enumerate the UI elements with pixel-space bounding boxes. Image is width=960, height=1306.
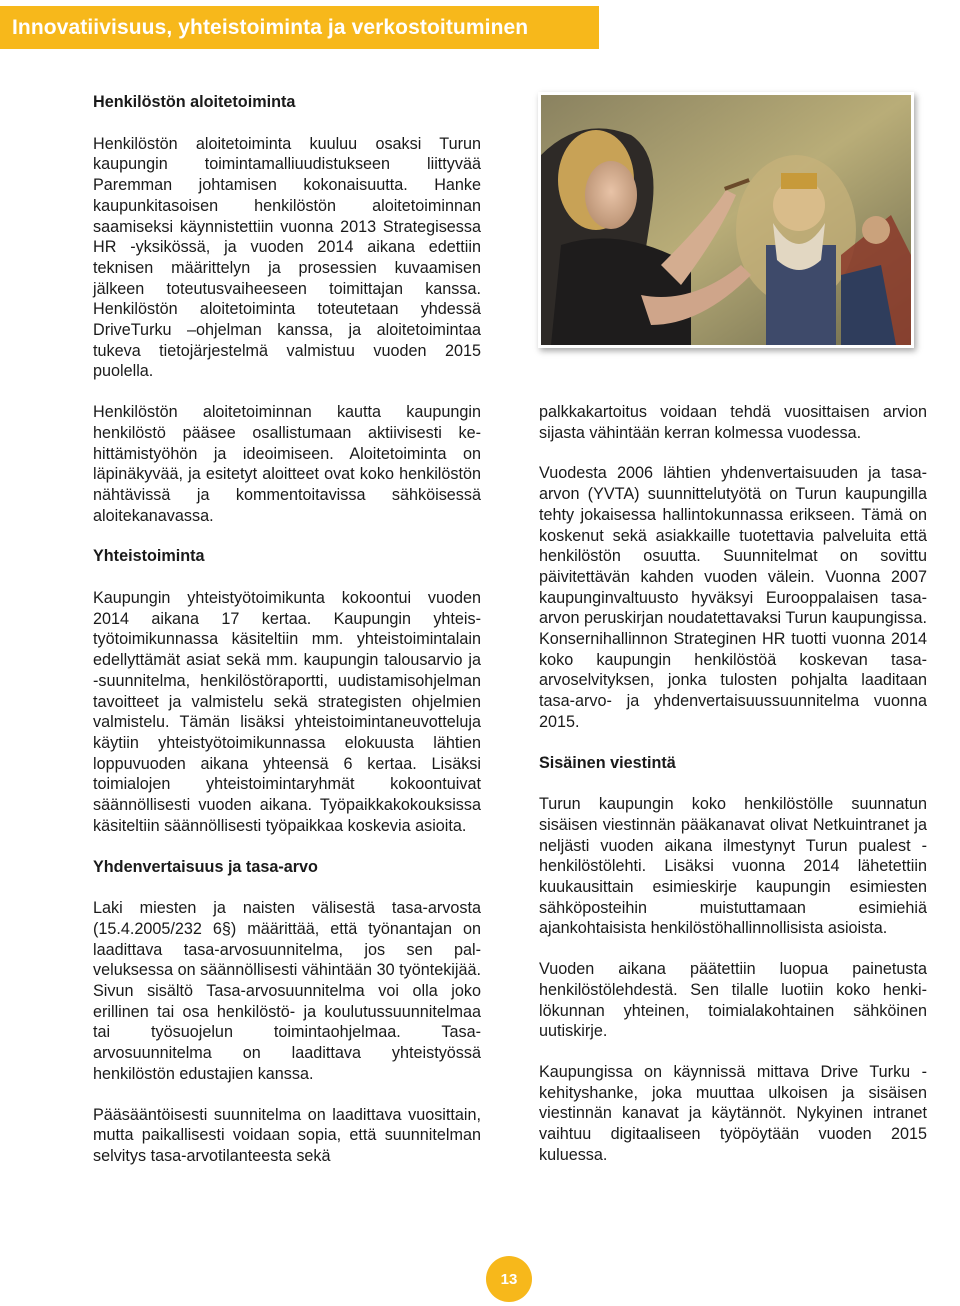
paragraph: Pääsääntöisesti suunnitelma on laadittava vuosittain, mutta paikallisesti voidaan sopia, että suunnitelman selvitys tasa-arvotilanteesta sekä	[93, 1105, 481, 1165]
paragraph: Turun kaupungin koko henkilöstölle suunnatun sisäisen viestinnän pääkanavat olivat Netkuintranet ja neljästi vuoden aikana ilmestynyt Turun pualest -henkilöstölehti. Lisäksi vuonna 2014 lähetettiin kuukausittain esimieskirje kaupungin esimiesten sähköposteihin muistuttamaan esimiehiä ajankohtaisista henkilöstöhallinnollisista asioista.	[539, 795, 927, 938]
photo	[538, 92, 914, 348]
paragraph: Kaupungin yhteistyötoimikunta kokoontui vuoden 2014 aikana 17 kertaa. Kaupungin yhteistyötoimikunnassa käsiteltiin mm. yhteistoimintalain edellyttämät asiat sekä mm. kaupungin talousarvio ja -suunnitelma, henkilöstöraportti, uudistamisohjelman tavoitteet ja valmistelu sekä strategisten ohjelmien valmistelu. Tämän lisäksi yhteistoimintaneuvotteluja käytiin yhteistyötoimikunnassa elokuusta lähtien loppuvuoden aikana yhteensä 6 kertaa. Lisäksi toimialojen yhteistoimintaryhmät kokoontuivat säännöllisesti vuoden aikana. Työpaikkakokouksissa käsiteltiin säännöllisesti työpaikkaa koskevia asioita.	[93, 589, 481, 835]
heading-yhdenvertaisuus: Yhdenvertaisuus ja tasa-arvo	[93, 857, 318, 876]
heading-sisainen-viestinta: Sisäinen viestintä	[539, 753, 676, 772]
heading-aloitetoiminta: Henkilöstön aloitetoiminta	[93, 93, 296, 111]
painting-restoration-image	[541, 95, 911, 345]
header-bar	[0, 6, 599, 49]
heading-yhteistoiminta: Yhteistoiminta	[93, 547, 205, 566]
page-number: 13	[486, 1256, 532, 1302]
right-column	[539, 402, 927, 1166]
page-title: Innovatiivisuus, yhteistoiminta ja verkostoituminen	[12, 15, 529, 39]
paragraph: Kaupungissa on käynnissä mittava Drive Turku -kehityshanke, joka muuttaa ulkoisen ja sisäisen viestinnän kanavat ja käytännöt. Nykyinen intranet vaihtuu digitaaliseen työpöytään vuoden 2015 kuluessa.	[539, 1062, 927, 1164]
paragraph: Henkilöstön aloitetoiminnan kautta kaupungin henkilöstö pääsee osallistumaan aktiivisesti kehittämistyöhön ja ideoimiseen. Aloitetoiminta on läpinäkyvää, ja esitetyt aloitteet ovat koko henkilöstön nähtävissä ja kommentoitavissa sähköisessä aloitekanavassa.	[93, 403, 481, 525]
paragraph: Henkilöstön aloitetoiminta kuuluu osaksi Turun kaupungin toimintamalliuudistukseen liittyvää Paremman johtamisen kokonaisuutta. Hanke kaupunkitasoisen henkilöstön aloitetoiminnan saamiseksi käynnistettiin vuonna 2013 Strategisessa HR -yksikössä, ja vuoden 2014 aikana edettiin teknisen määrittelyn ja prosessien kuvaamisen jälkeen toteutusvaiheeseen toimittajan kanssa. Henkilöstön aloitetoiminta toteutetaan yhdessä DriveTurku –ohjelman kanssa, ja aloitetoimintaa tukeva tietojärjestelmä valmistuu vuoden 2015 puolella.	[93, 134, 481, 381]
left-column	[93, 92, 481, 1167]
paragraph: Vuoden aikana päätettiin luopua painetusta henkilöstölehdestä. Sen tilalle luotiin koko henkilökunnan yhteinen, toimialakohtainen sähköinen uutiskirje.	[539, 960, 927, 1041]
paragraph: Laki miesten ja naisten välisestä tasa-arvosta (15.4.2005/232 6§) määrittää, että työnantajan on laadittava tasa-arvosuunnitelma, jos sen palveluksessa on säännöllisesti vähintään 30 työntekijää. Sivun sisältö Tasa-arvosuunnitelma voi olla joko erillinen tai osa henkilöstö- ja koulutussuunnitelmaa tai työsuojelun toimintaohjelmaa. Tasa-arvosuunnitelma on laadittava yhteistyössä henkilöstön edustajien kanssa.	[93, 899, 481, 1083]
paragraph: palkkakartoitus voidaan tehdä vuosittaisen arvion sijasta vähintään kerran kolmessa vuodessa.	[539, 403, 927, 442]
paragraph: Vuodesta 2006 lähtien yhdenvertaisuuden ja tasa-arvon (YVTA) suunnittelutyötä on Turun kaupungilla tehty jokaisessa hallintokunnassa erikseen. Tämä on koskenut sekä asiakkaille tuotettavia palveluita että henkilöstön osuutta. Suunnitelmat on sovittu päivitettävän kahden vuoden välein. Vuonna 2007 kaupunginvaltuusto hyväksyi Eurooppalaisen tasa-arvon peruskirjan noudatettavaksi Turun kaupungissa. Konsernihallinnon Strateginen HR tuotti vuonna 2014 koko kaupungin henkilöstöä koskevan tasaarvoselvityksen, jonka tulosten pohjalta laaditaan tasa-arvo- ja yhdenvertaisuussuunnitelma vuonna 2015.	[539, 464, 927, 731]
